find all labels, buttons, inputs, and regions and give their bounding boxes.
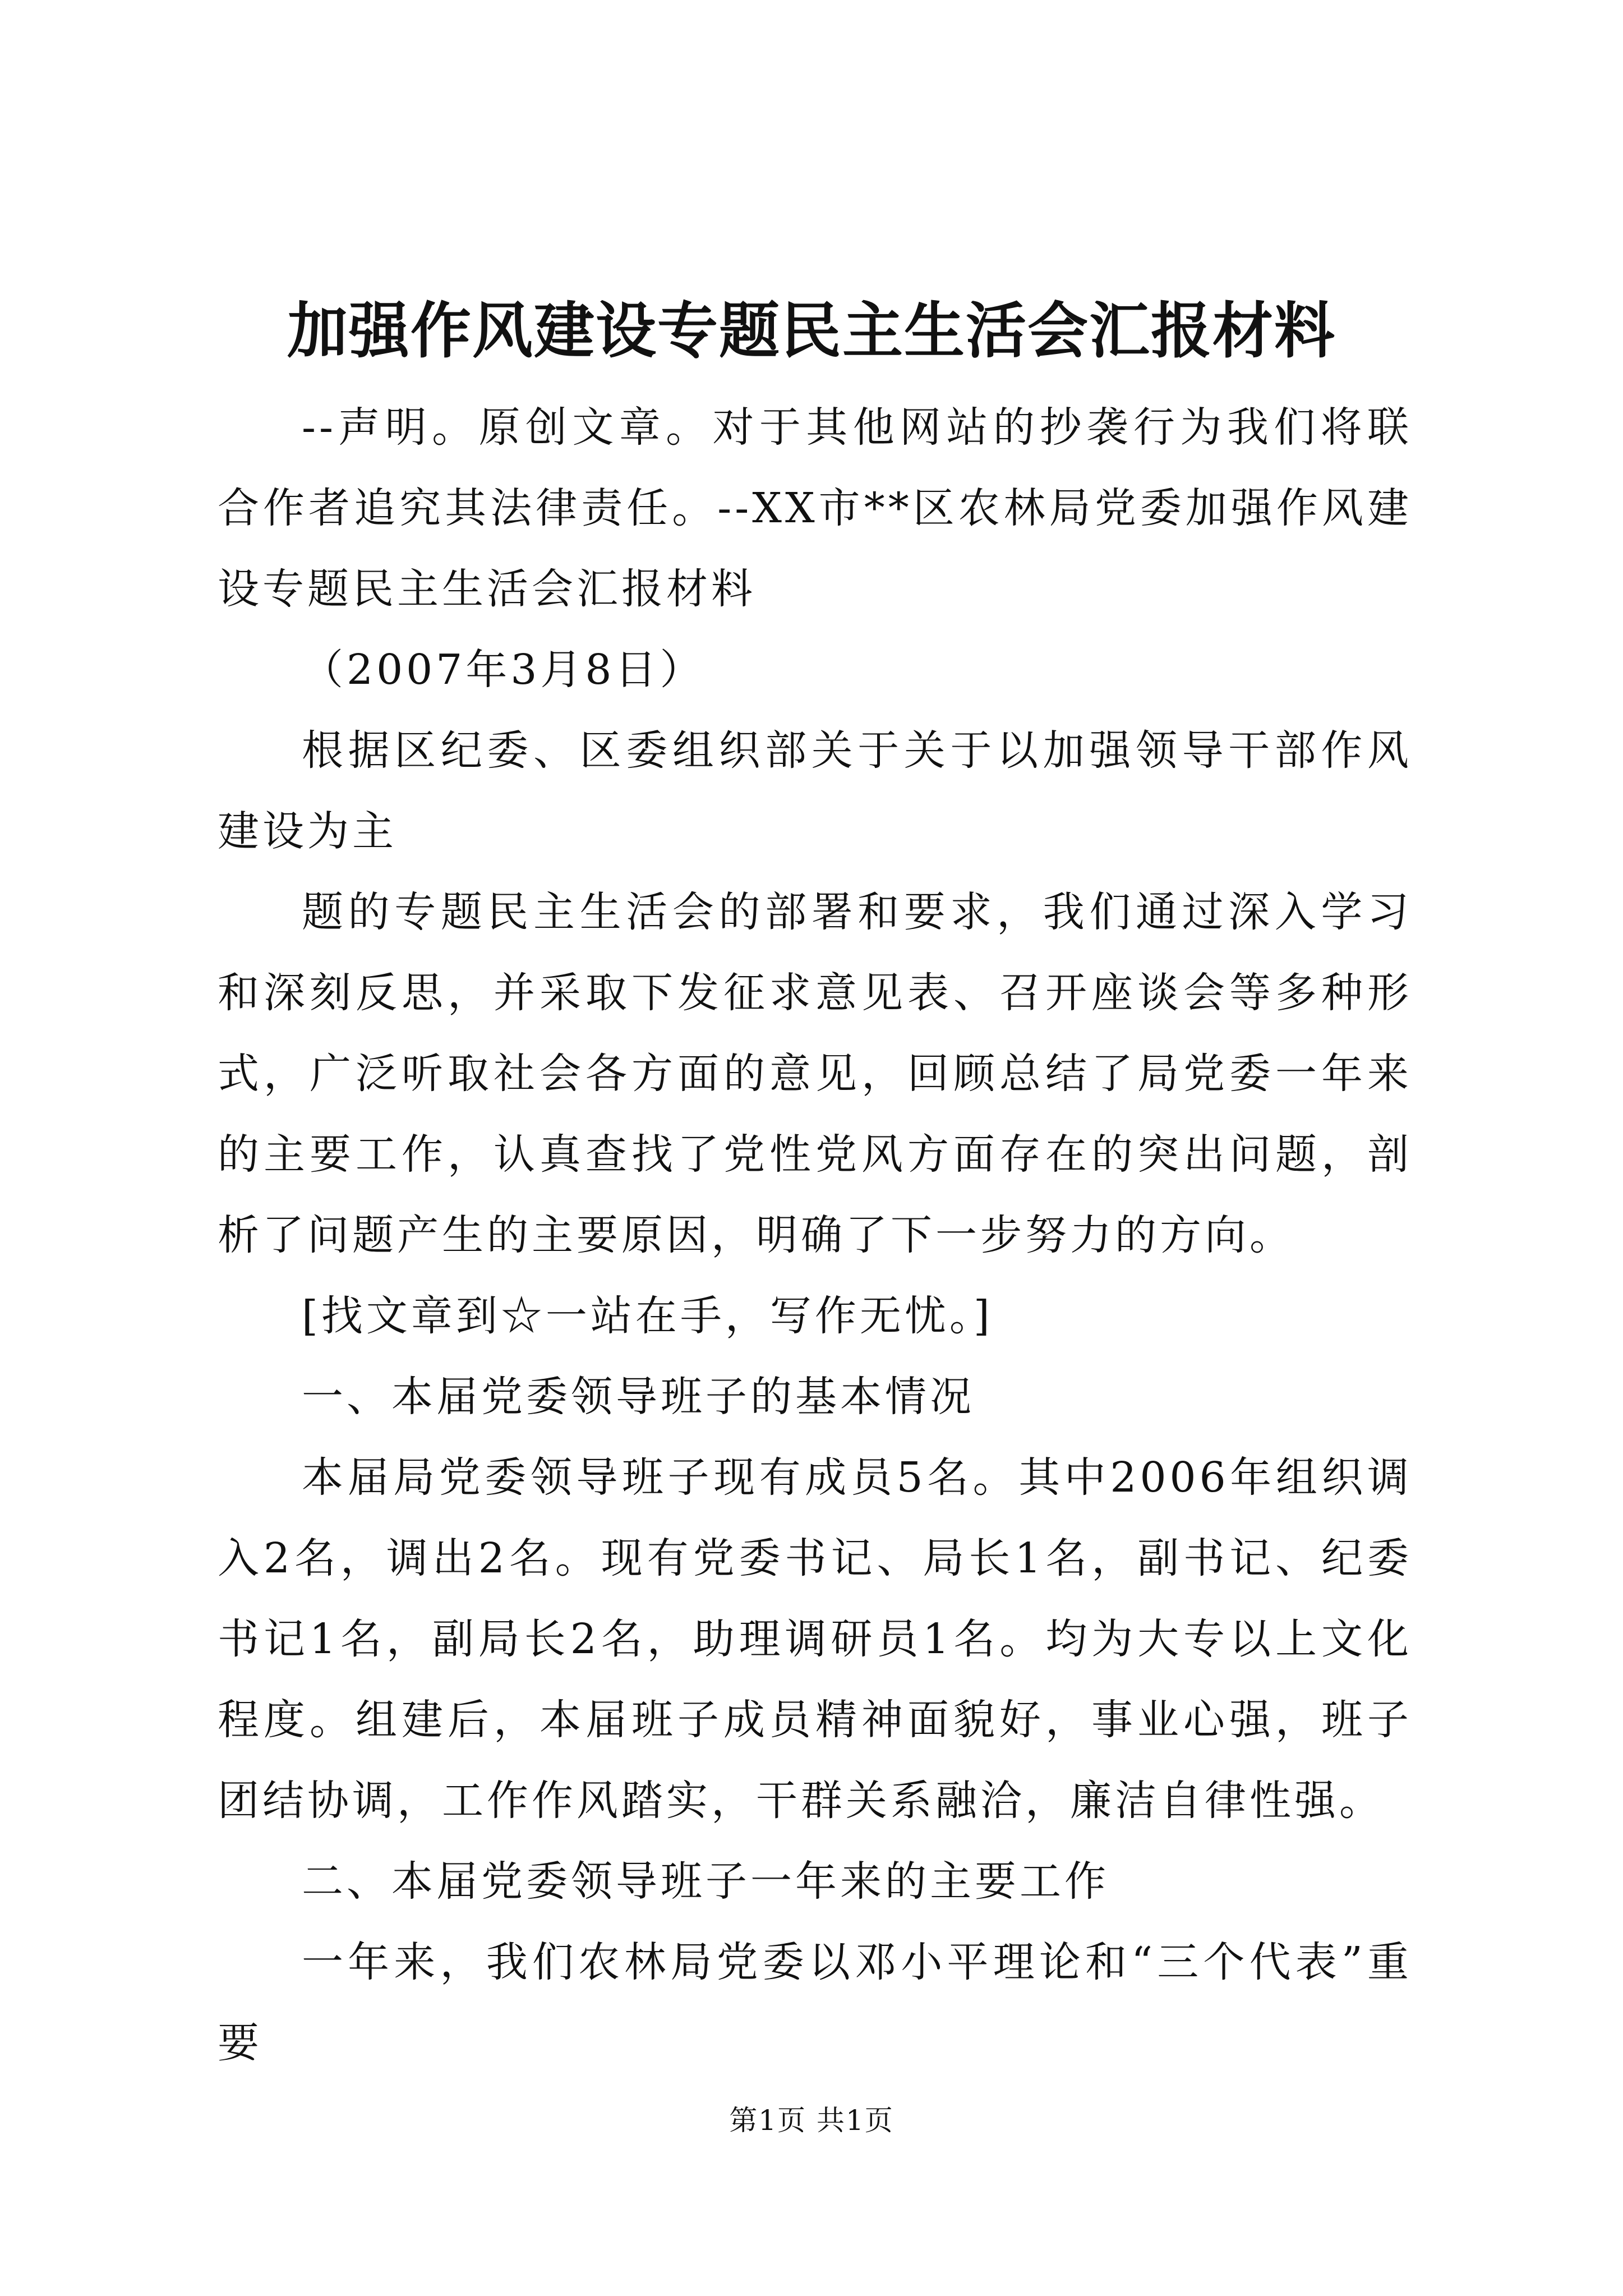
paragraph-intro-1: 根据区纪委、区委组织部关于关于以加强领导干部作风建设为主	[218, 726, 1412, 855]
paragraph-date: （2007年3月8日）	[302, 646, 705, 694]
section-heading-2: 二、本届党委领导班子一年来的主要工作	[302, 1857, 1109, 1906]
paragraph-declaration: --声明。原创文章。对于其他网站的抄袭行为我们将联合作者追究其法律责任。--XX市**区农林局党委加强作风建设专题民主生活会汇报材料	[218, 403, 1412, 613]
paragraph-intro-2: 题的专题民主生活会的部署和要求，我们通过深入学习和深刻反思，并采取下发征求意见表、召开座谈会等多种形式，广泛听取社会各方面的意见，回顾总结了局党委一年来的主要工作，认真查找了党性党风方面存在的突出问题，剖析了问题产生的主要原因，明确了下一步努力的方向。	[218, 888, 1412, 1259]
paragraph-section-1: 本届局党委领导班子现有成员5名。其中2006年组织调入2名，调出2名。现有党委书记、局长1名，副书记、纪委书记1名，副局长2名，助理调研员1名。均为大专以上文化程度。组建后，本届班子成员精神面貌好，事业心强，班子团结协调，工作作风踏实，干群关系融洽，廉洁自律性强。	[218, 1453, 1412, 1825]
paragraph-note: [找文章到☆一站在手，写作无忧。]	[302, 1292, 993, 1340]
paragraph-section-2: 一年来，我们农林局党委以邓小平理论和“三个代表”重要	[218, 1938, 1412, 2067]
page-footer: 第1页 共1页	[729, 2104, 894, 2137]
section-heading-1: 一、本届党委领导班子的基本情况	[302, 1373, 975, 1421]
document-body	[218, 387, 1412, 2083]
document-title: 加强作风建设专题民主生活会汇报材料	[287, 296, 1336, 366]
